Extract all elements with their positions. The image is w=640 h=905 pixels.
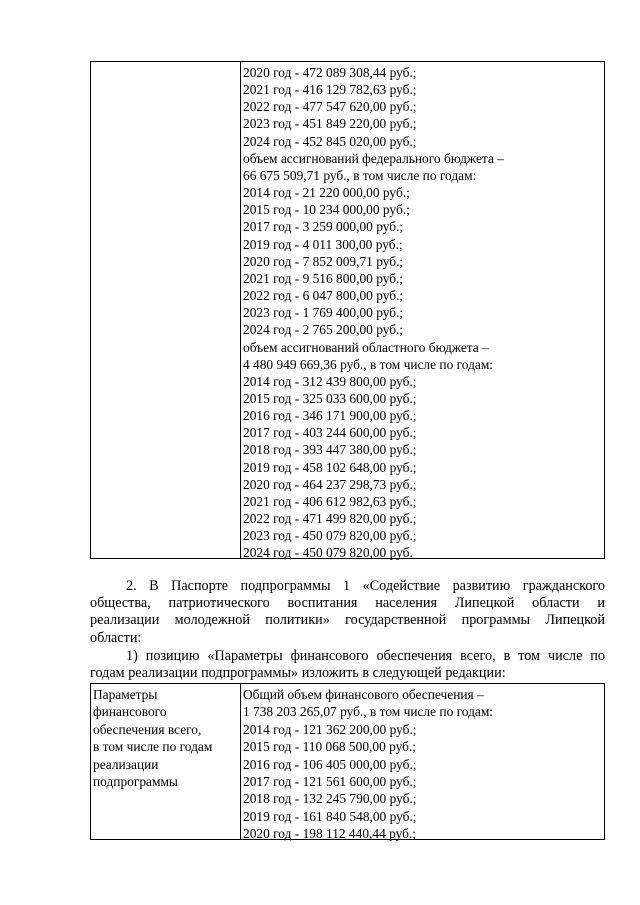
table-label-line: реализации [93,756,159,772]
table-line: 2022 год - 6 047 800,00 руб.; [243,288,404,304]
table-line: 2015 год - 110 068 500,00 руб.; [243,739,417,755]
table-line: 2023 год - 451 849 220,00 руб.; [243,116,417,132]
table-line: 2015 год - 325 033 600,00 руб.; [243,390,417,406]
table-line: 2017 год - 3 259 000,00 руб.; [243,219,404,235]
table-line: 2022 год - 477 547 620,00 руб.; [243,99,417,115]
paragraph-line: 2. В Паспорте подпрограммы 1 «Содействие развитию гражданского [126,578,605,594]
table-line: 2016 год - 346 171 900,00 руб.; [243,408,417,424]
table-line: 2020 год - 7 852 009,71 руб.; [243,253,404,269]
paragraph-line: 1) позицию «Параметры финансового обеспечения всего, в том числе по [126,648,605,664]
table-line: 2024 год - 2 765 200,00 руб.; [243,322,404,338]
table-line: 2019 год - 458 102 648,00 руб.; [243,459,417,475]
paragraph-item-2 [90,578,605,647]
table-line: 2020 год - 198 112 440,44 руб.; [243,826,417,842]
table-line: 2020 год - 472 089 308,44 руб.; [243,65,417,80]
paragraph-line: реализации молодежной политики» государственной программы Липецкой [90,612,605,629]
table-line: объем ассигнований федерального бюджета – [243,150,504,166]
table-left-cell-empty [91,62,241,558]
table-line: 2017 год - 121 561 600,00 руб.; [243,774,417,790]
table-line: 2019 год - 4 011 300,00 руб.; [243,236,403,252]
paragraph-line: области: [90,629,142,646]
paragraph-subitem-1 [90,648,605,682]
table-label-line: подпрограммы [93,774,178,790]
table-line: 2017 год - 403 244 600,00 руб.; [243,425,417,441]
funding-table-continued [90,61,605,559]
table-label-line: финансового [93,704,167,720]
table-line: 2020 год - 464 237 298,73 руб.; [243,476,417,492]
table-label-line: обеспечения всего, [93,721,202,737]
table-line: объем ассигнований областного бюджета – [243,339,489,355]
subprogram-funding-table [90,683,605,840]
table-label-line: Параметры [93,687,158,702]
table-line: 2024 год - 450 079 820,00 руб. [243,545,413,561]
table-line: 2024 год - 452 845 020,00 руб.; [243,133,417,149]
paragraph-line: общества, патриотического воспитания населения Липецкой области и [90,595,605,612]
table-line: 2021 год - 416 129 782,63 руб.; [243,82,417,98]
table-line: 1 738 203 265,07 руб., в том числе по годам: [243,704,494,720]
table-line: 2023 год - 1 769 400,00 руб.; [243,305,404,321]
table-line: 2015 год - 10 234 000,00 руб.; [243,202,410,218]
table-line: 2019 год - 161 840 548,00 руб.; [243,808,417,824]
table-line: 2014 год - 121 362 200,00 руб.; [243,721,417,737]
table-line: 2018 год - 132 245 790,00 руб.; [243,791,417,807]
table-line: 2014 год - 21 220 000,00 руб.; [243,185,410,201]
table-right-cell [241,684,604,842]
table-line: 2014 год - 312 439 800,00 руб.; [243,373,417,389]
table-line: Общий объем финансового обеспечения – [243,687,484,702]
table-line: 4 480 949 669,36 руб., в том числе по годам: [243,356,494,372]
table-line: 66 675 509,71 руб., в том числе по годам: [243,167,477,183]
table-line: 2021 год - 406 612 982,63 руб.; [243,493,417,509]
table-left-cell [91,684,241,839]
table-line: 2018 год - 393 447 380,00 руб.; [243,442,417,458]
table-line: 2021 год - 9 516 800,00 руб.; [243,270,404,286]
table-line: 2016 год - 106 405 000,00 руб.; [243,756,417,772]
table-line: 2023 год - 450 079 820,00 руб.; [243,528,417,544]
paragraph-line: годам реализации подпрограммы» изложить в следующей редакции: [90,665,506,682]
table-right-cell [241,62,604,561]
table-line: 2022 год - 471 499 820,00 руб.; [243,511,417,527]
table-label-line: в том числе по годам [93,739,213,755]
